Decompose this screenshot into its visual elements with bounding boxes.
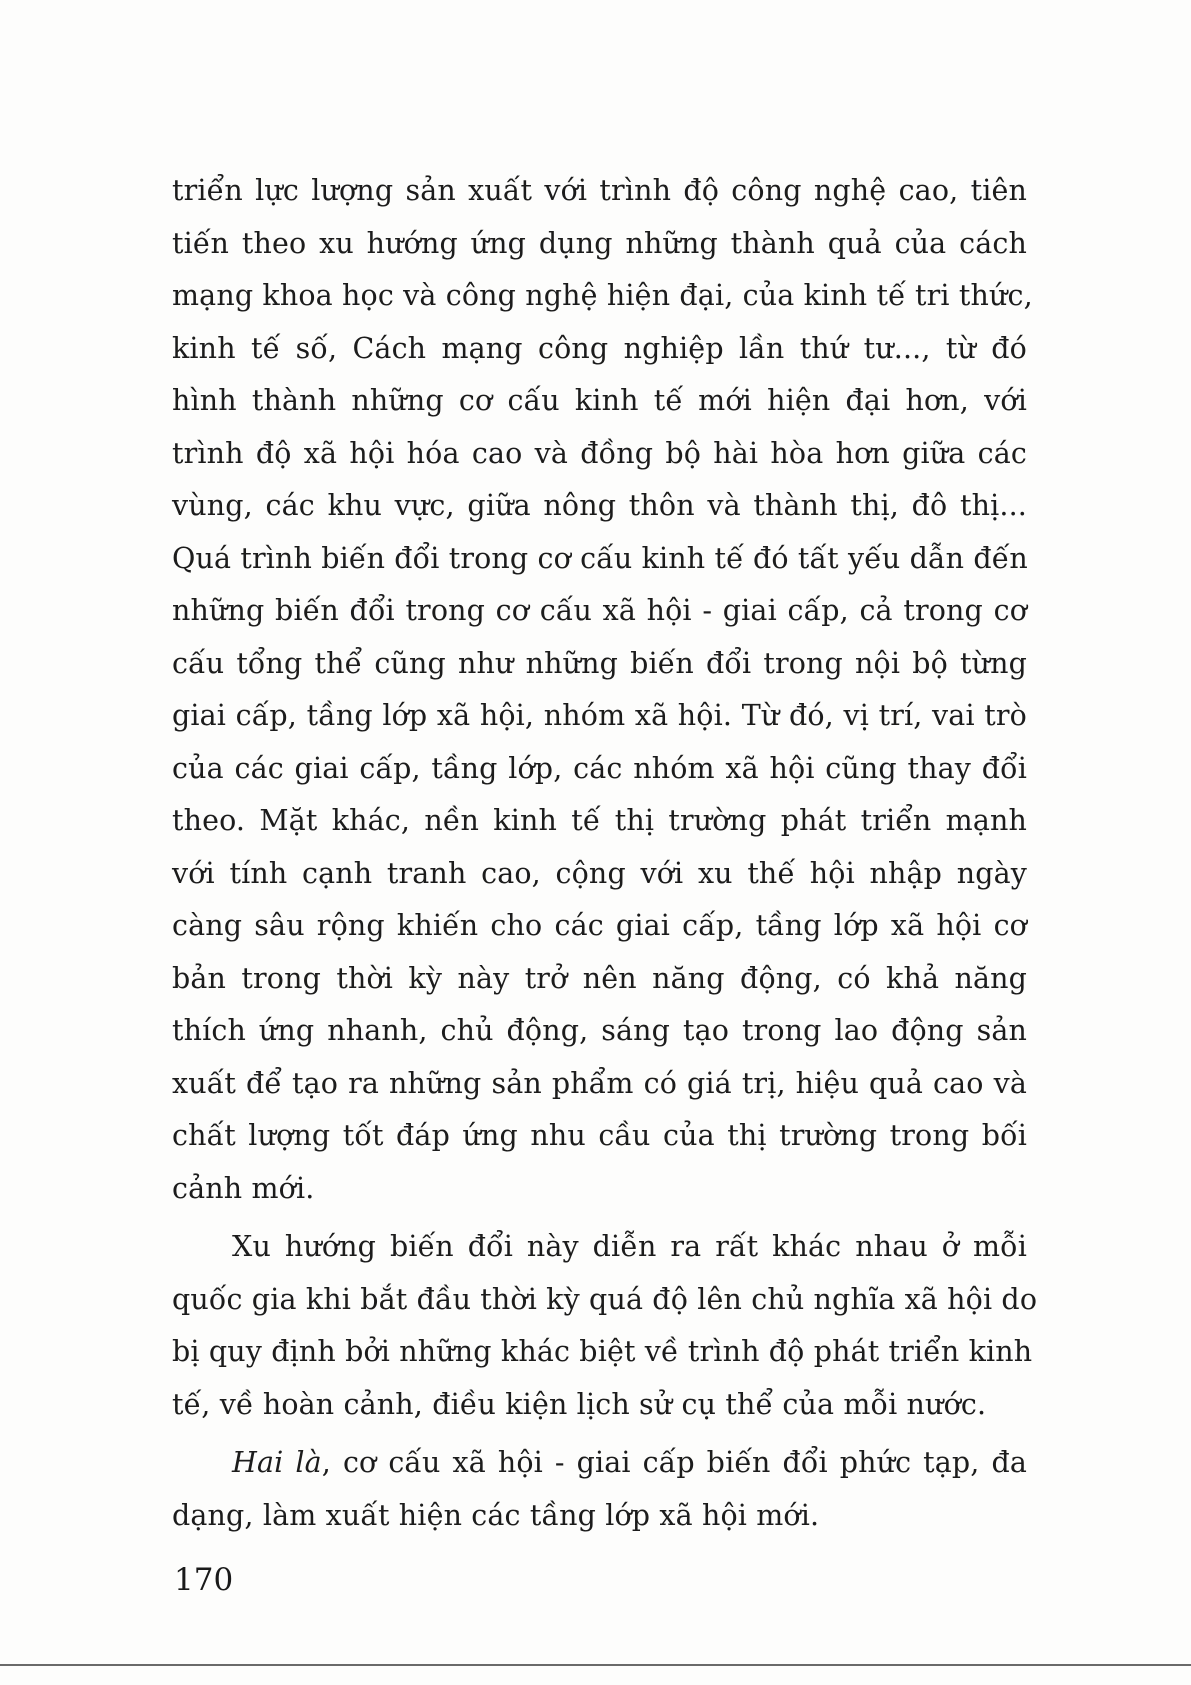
text-line: xuất để tạo ra những sản phẩm có giá trị, hiệu quả cao và (172, 1066, 1027, 1100)
paragraph-1 (172, 165, 1033, 1215)
paragraph-2 (172, 1221, 1038, 1431)
text-line: triển lực lượng sản xuất với trình độ công nghệ cao, tiên (172, 174, 1027, 207)
page-number: 170 (174, 1562, 234, 1598)
text-line: cấu tổng thể cũng như những biến đổi trong nội bộ từng (172, 646, 1027, 680)
text-line: bị quy định bởi những khác biệt về trình độ phát triển kinh (172, 1335, 1033, 1368)
text-line: vùng, các khu vực, giữa nông thôn và thành thị, đô thị... (172, 489, 1027, 522)
text-line: những biến đổi trong cơ cấu xã hội - giai cấp, cả trong cơ (172, 594, 1027, 627)
text-run: , cơ cấu xã hội - giai cấp biến đổi phức tạp, đa (321, 1446, 1027, 1479)
text-line: hình thành những cơ cấu kinh tế mới hiện đại hơn, với (172, 384, 1027, 417)
body-text (172, 165, 1038, 1542)
text-line: theo. Mặt khác, nền kinh tế thị trường phát triển mạnh (172, 804, 1027, 837)
text-line: dạng, làm xuất hiện các tầng lớp xã hội mới. (172, 1498, 820, 1532)
text-line: quốc gia khi bắt đầu thời kỳ quá độ lên chủ nghĩa xã hội do (172, 1282, 1038, 1316)
text-line: tiến theo xu hướng ứng dụng những thành quả của cách (172, 226, 1027, 260)
text-line: trình độ xã hội hóa cao và đồng bộ hài hòa hơn giữa các (172, 436, 1027, 470)
text-line: cảnh mới. (172, 1171, 315, 1205)
text-line: càng sâu rộng khiến cho các giai cấp, tầng lớp xã hội cơ (172, 909, 1027, 942)
text-line: Xu hướng biến đổi này diễn ra rất khác nhau ở mỗi (232, 1230, 1027, 1263)
text-line: Quá trình biến đổi trong cơ cấu kinh tế đó tất yếu dẫn đến (172, 541, 1028, 575)
text-line: tế, về hoàn cảnh, điều kiện lịch sử cụ thể của mỗi nước. (172, 1387, 987, 1421)
text-line: thích ứng nhanh, chủ động, sáng tạo trong lao động sản (172, 1014, 1027, 1047)
text-line: chất lượng tốt đáp ứng nhu cầu của thị trường trong bối (172, 1119, 1027, 1152)
text-line: kinh tế số, Cách mạng công nghiệp lần thứ tư..., từ đó (172, 331, 1027, 365)
italic-lead: Hai là (232, 1446, 322, 1479)
text-line: của các giai cấp, tầng lớp, các nhóm xã hội cũng thay đổi (172, 751, 1027, 785)
text-line: mạng khoa học và công nghệ hiện đại, của kinh tế tri thức, (172, 279, 1033, 312)
text-line (172, 1437, 1027, 1490)
scan-edge-divider (0, 1664, 1191, 1666)
text-line: với tính cạnh tranh cao, cộng với xu thế hội nhập ngày (172, 856, 1027, 890)
paragraph-3 (172, 1437, 1027, 1542)
text-line: bản trong thời kỳ này trở nên năng động, có khả năng (172, 961, 1027, 995)
text-line: giai cấp, tầng lớp xã hội, nhóm xã hội. Từ đó, vị trí, vai trò (172, 699, 1027, 732)
